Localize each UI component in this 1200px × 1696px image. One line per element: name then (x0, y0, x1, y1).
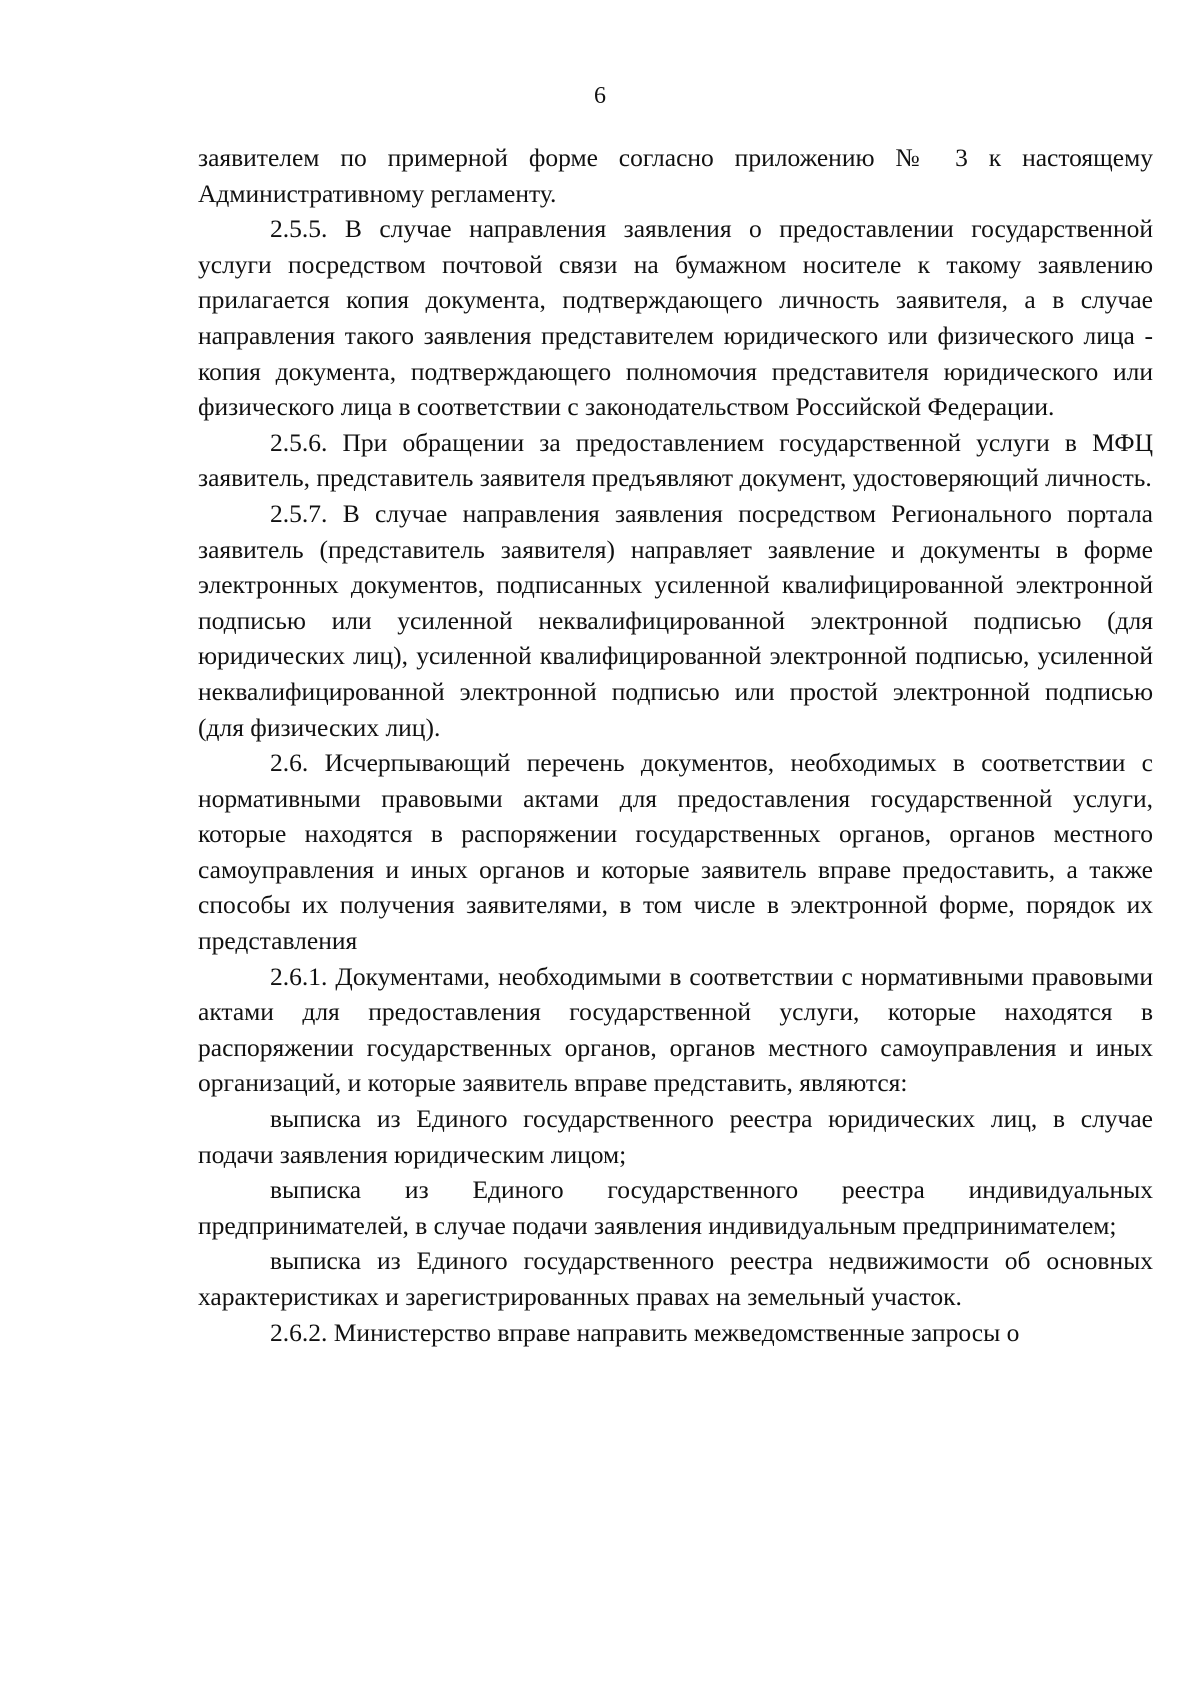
paragraph: 2.5.6. При обращении за предоставлением государственной услуги в МФЦ заявитель, представитель заявителя предъявляют документ, удостоверяющий личность. (198, 427, 1153, 493)
paragraph: 2.6.1. Документами, необходимыми в соответствии с нормативными правовыми актами для предоставления государственной услуги, которые находятся в распоряжении государственных органов, органов местного самоуправления и иных организаций, и которые заявитель вправе представить, являются: (198, 961, 1153, 1098)
list-item: выписка из Единого государственного реестра юридических лиц, в случае подачи заявления юридическим лицом; (198, 1104, 1153, 1169)
paragraph: 2.6.2. Министерство вправе направить межведомственные запросы о (270, 1317, 1020, 1347)
paragraph: заявителем по примерной форме согласно приложению № 3 к настоящему Административному регламенту. (198, 143, 1153, 208)
section-heading-paragraph: 2.6. Исчерпывающий перечень документов, необходимых в соответствии с нормативными правовыми актами для предоставления государственной услуги, которые находятся в распоряжении государственных органов, органов местного самоуправления и иных органов и которые заявитель вправе предоставить, а также способы их получения заявителями, в том числе в электронной форме, порядок их представления (198, 748, 1153, 956)
page-number: 6 (594, 83, 606, 109)
list-item: выписка из Единого государственного реестра индивидуальных предпринимателей, в случае подачи заявления индивидуальным предпринимателем; (198, 1175, 1153, 1240)
document-body (198, 140, 1153, 1350)
paragraph: 2.5.5. В случае направления заявления о предоставлении государственной услуги посредством почтовой связи на бумажном носителе к такому заявлению прилагается копия документа, подтверждающего личность заявителя, а в случае направления такого заявления представителем юридического или физического лица - копия документа, подтверждающего полномочия представителя юридического или физического лица в соответствии с законодательством Российской Федерации. (198, 214, 1153, 422)
paragraph: 2.5.7. В случае направления заявления посредством Регионального портала заявитель (представитель заявителя) направляет заявление и документы в форме электронных документов, подписанных усиленной квалифицированной электронной подписью или усиленной неквалифицированной электронной подписью (для юридических лиц), усиленной квалифицированной электронной подписью, усиленной неквалифицированной электронной подписью или простой электронной подписью (для физических лиц). (198, 498, 1153, 742)
list-item: выписка из Единого государственного реестра недвижимости об основных характеристиках и зарегистрированных правах на земельный участок. (198, 1246, 1153, 1311)
